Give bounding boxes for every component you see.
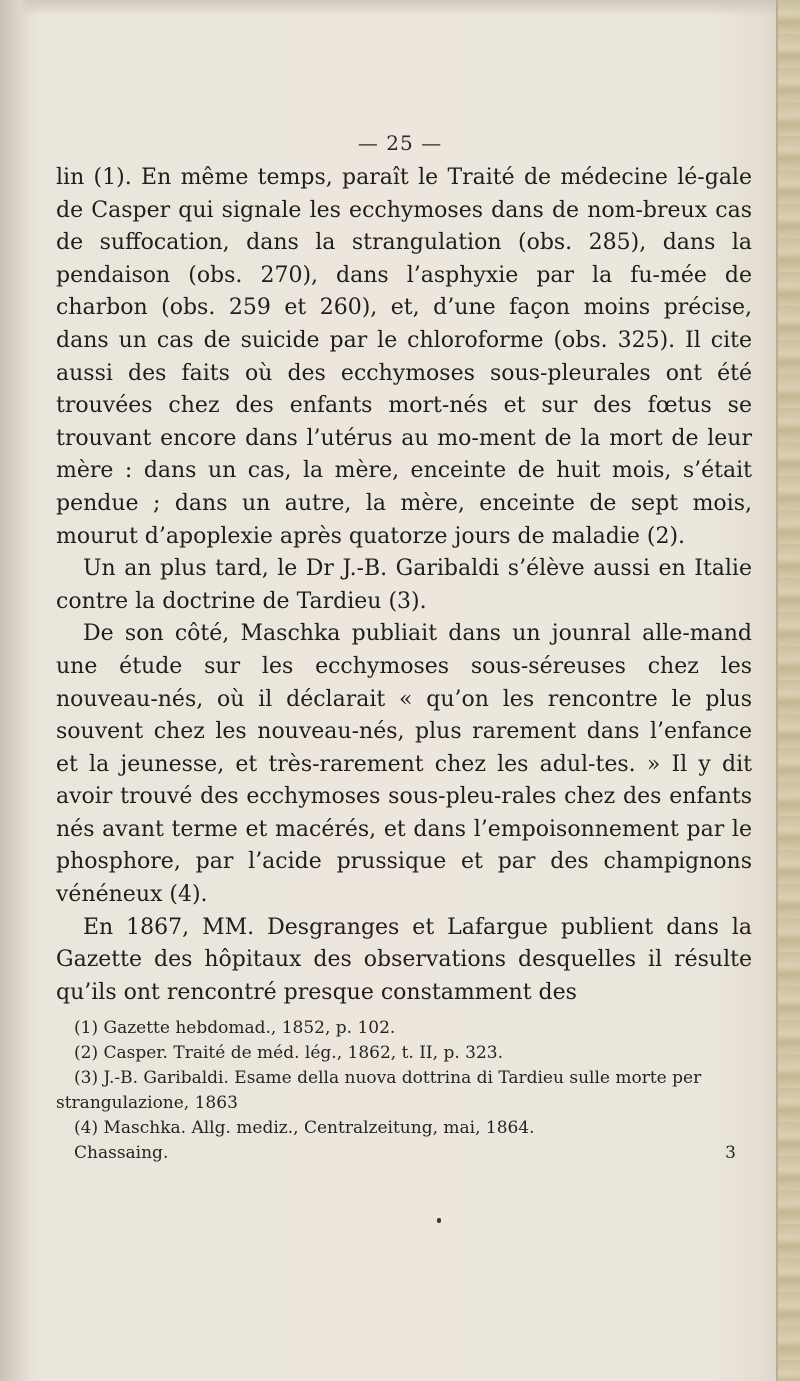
footnote-1: (1) Gazette hebdomad., 1852, p. 102. (74, 1018, 396, 1038)
page-top-shadow (0, 0, 800, 16)
sheet-number: 3 (725, 1143, 736, 1163)
ink-speck (437, 1218, 441, 1223)
footnotes (56, 1016, 756, 1166)
paragraph-4: En 1867, MM. Desgranges et Lafargue publient dans la Gazette des hôpitaux des observations desquelles il résulte qu’ils ont rencontré presque constamment des (56, 914, 752, 1005)
body-text (56, 162, 752, 1009)
signature-line (56, 1141, 736, 1166)
page-number: — 25 — (357, 131, 443, 155)
footnote-4: (4) Maschka. Allg. mediz., Centralzeitung, mai, 1864. (74, 1118, 535, 1138)
paragraph-3: De son côté, Maschka publiait dans un jounral alle-mand une étude sur les ecchymoses sous-séreuses chez les nouveau-nés, où il déclarait « qu’on les rencontre le plus souvent chez les nouveau-nés, plus rarement dans l’enfance et la jeunesse, et très-rarement chez les adul-tes. » Il y dit avoir trouvé des ecchymoses sous-pleu-rales chez des enfants nés avant terme et macérés, et dans l’empoisonnement par le phosphore, par l’acide prussique et par des champignons vénéneux (4). (56, 621, 752, 908)
footnote-3: (3) J.-B. Garibaldi. Esame della nuova dottrina di Tardieu sulle morte per strangulazione, 1863 (56, 1068, 702, 1113)
page-right-edge (778, 0, 800, 1381)
page-left-shadow (0, 0, 30, 1381)
footnote-2: (2) Casper. Traité de méd. lég., 1862, t. II, p. 323. (74, 1043, 503, 1063)
signature-author: Chassaing. (74, 1143, 169, 1163)
paragraph-1: lin (1). En même temps, paraît le Traité de médecine lé-gale de Casper qui signale les ecchymoses dans de nom-breux cas de suffocation, dans la strangulation (obs. 285), dans la pendaison (obs. 270), dans l’asphyxie par la fu-mée de charbon (obs. 259 et 260), et, d’une façon moins précise, dans un cas de suicide par le chloroforme (obs. 325). Il cite aussi des faits où des ecchymoses sous-pleurales ont été trouvées chez des enfants mort-nés et sur des fœtus se trouvant encore dans l’utérus au mo-ment de la mort de leur mère : dans un cas, la mère, enceinte de huit mois, s’était pendue ; dans un autre, la mère, enceinte de sept mois, mourut d’apoplexie après quatorze jours de maladie (2). (56, 165, 752, 549)
paragraph-2: Un an plus tard, le Dr J.-B. Garibaldi s’élève aussi en Italie contre la doctrine de Tardieu (3). (56, 556, 752, 614)
